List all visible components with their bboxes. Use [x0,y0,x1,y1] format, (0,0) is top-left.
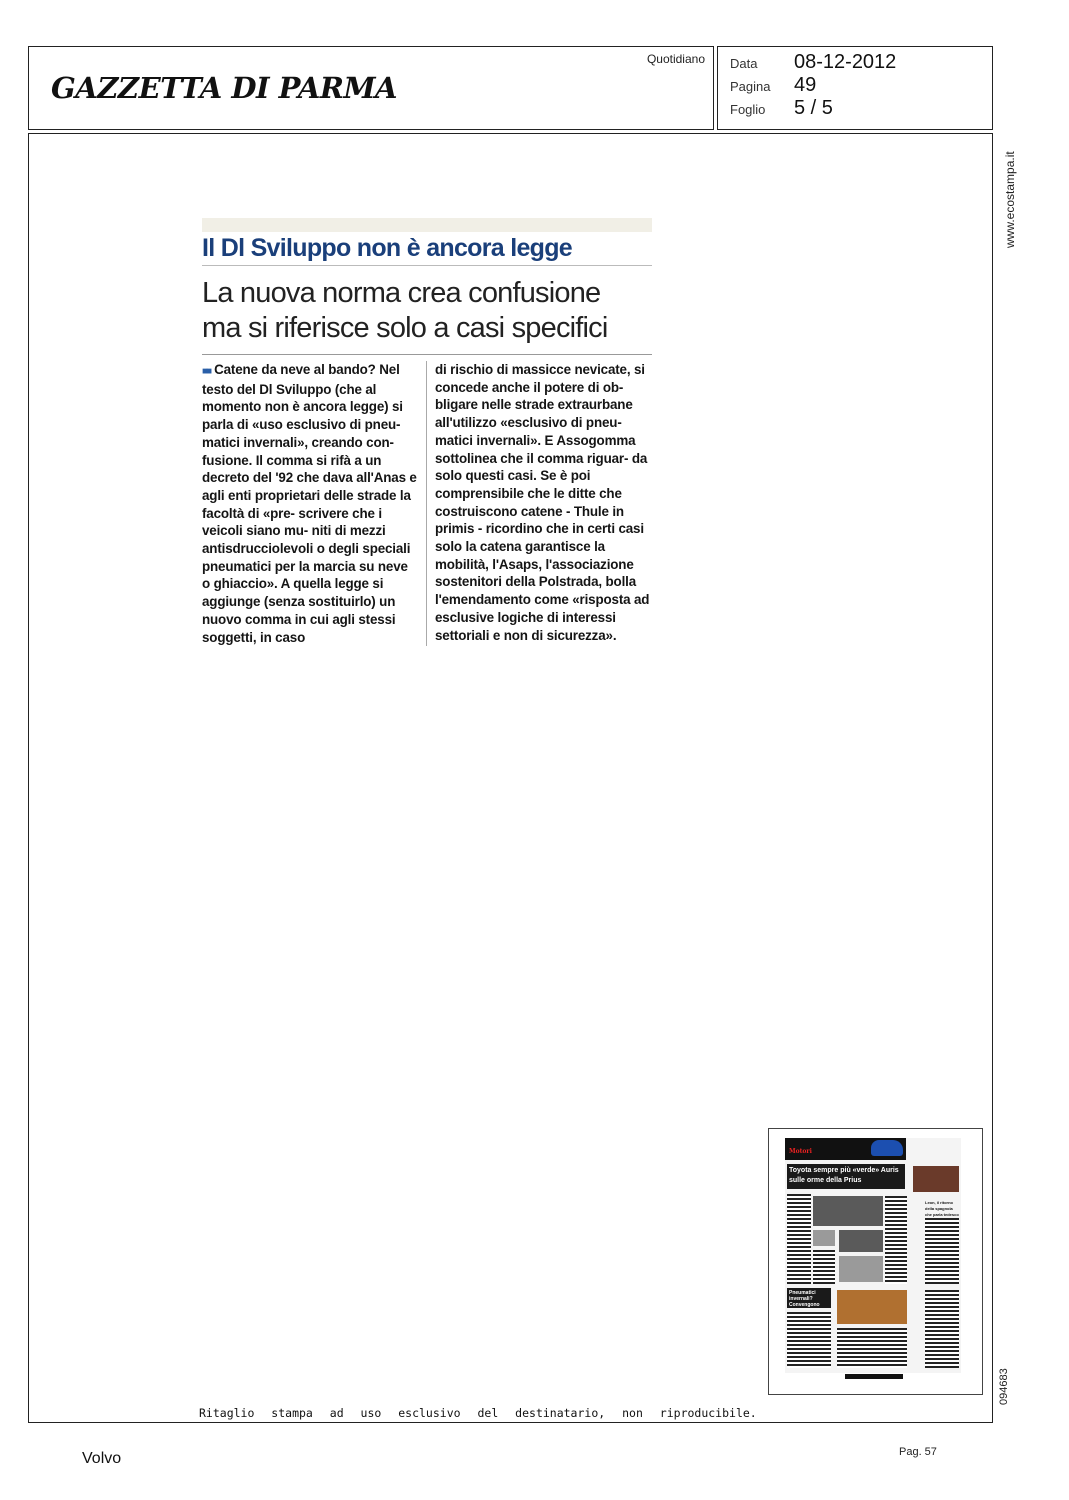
meta-page [730,74,816,97]
page-number: Pag. 57 [899,1446,937,1458]
meta-sheet-value: 5 / 5 [794,97,833,119]
column-2-text: di rischio di massicce nevicate, si concede anche il potere di ob- bligare nelle strade extraurbane all'utilizzo «esclusivo di pneu- matici invernali». E Assogomma sottolinea che il comma riguar- da solo questi casi. Se è poi comprensibile che le ditte che costruiscono catene - Thule in primis - ricordino che in certi casi solo la catena garantisce la mobilità, l'Asaps, l'associazione sostenitori della Polstrada, bolla l'emendamento come «risposta ad esclusive logiche di interessi settoriali e non di sicurezza». [435,362,650,643]
car-photo [913,1166,959,1192]
thumbnail-photo [813,1230,835,1246]
publication-type: Quotidiano [646,52,705,66]
meta-date [730,51,896,74]
thumbnail-brand: Motori [789,1148,812,1155]
thumbnail-title: Toyota sempre più «verde» Auris sulle orme della Prius [787,1164,905,1189]
meta-page-label: Pagina [730,79,771,94]
article-headline [202,276,652,355]
thumbnail-footer-bar [845,1374,903,1379]
meta-page-value: 49 [794,74,817,96]
thumbnail-text-column [837,1328,907,1368]
article-body [202,361,652,646]
thumbnail-text-column [885,1196,907,1284]
metadata-box [717,46,993,130]
disclaimer: Ritaglio stampa ad uso esclusivo del destinatario, non riproducibile. [199,1406,757,1420]
article-column-1 [202,361,427,646]
thumbnail-text-column [787,1312,831,1368]
meta-date-value: 08-12-2012 [794,51,897,73]
thumbnail-photo [813,1196,883,1226]
thumbnail-text-column [813,1250,835,1284]
thumbnail-photo [839,1256,883,1282]
car-image [871,1140,903,1156]
newspaper-name: GAZZETTA DI PARMA [51,71,398,105]
masthead [28,46,714,130]
client-name: Volvo [82,1450,122,1467]
bullet-icon: ■■ [202,366,211,377]
thumbnail-header [785,1138,906,1160]
headline-line-2: ma si riferisce solo a casi specifici [202,312,608,344]
meta-date-label: Data [730,56,758,71]
thumbnail-text-column [925,1218,959,1284]
source-url: www.ecostampa.it [1003,151,1017,248]
document-code: 094683 [998,1368,1010,1405]
column-1-text: Catene da neve al bando? Nel testo del Dl Sviluppo (che al momento non è ancora legge) si parla di «uso esclusivo di pneu- matici invernali», creando con- fusione. Il comma si rifà a un decreto del '92 che dava all'Anas e agli enti proprietari delle strade la facoltà di «pre- scrivere che i veicoli siano mu- niti di mezzi antisdrucciolevoli o degli speciali pneumatici per la marcia su neve o ghiaccio». A quella legge si aggiunge (senza sostituirlo) un nuovo comma in cui agli stessi soggetti, in caso [202,362,417,645]
thumbnail-text-column [925,1290,959,1368]
meta-sheet-label: Foglio [730,102,766,117]
headline-line-1: La nuova norma crea confusione [202,277,601,309]
thumbnail-box: Pneumatici invernali? Convengono [787,1288,831,1308]
thumbnail-photo [837,1290,907,1324]
thumbnail-page [785,1138,961,1373]
article-column-2 [427,361,652,646]
thumbnail-text-column [787,1194,811,1284]
thumbnail-subtitle: Leon, il ritorno della spagnola che parla tedesco [925,1200,959,1217]
article [202,218,652,646]
kicker-background [202,218,652,232]
thumbnail-photo [839,1230,883,1252]
page-thumbnail [768,1128,983,1395]
article-kicker: Il Dl Sviluppo non è ancora legge [202,232,652,266]
meta-sheet [730,97,833,120]
